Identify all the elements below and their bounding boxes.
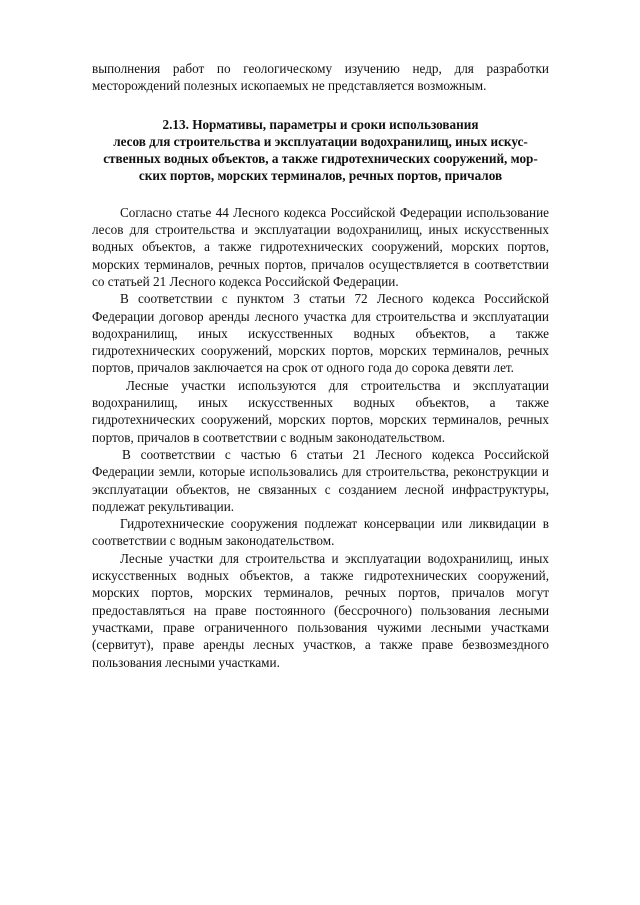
body-paragraph-lease-term: В соответствии с пунктом 3 статьи 72 Лесного кодекса Российской Федерации договор аренды лесного участка для строительства и эксплуатации водохранилищ, иных искусственных водных объектов, а также гидротехнических сооружений, морских портов, морских терминалов, речных портов, причалов заключается на срок от одного года до сорока девяти лет. (92, 291, 549, 376)
intro-paragraph: выполнения работ по геологическому изучению недр, для разработки месторождений полезных ископаемых не представляется возможным. (92, 61, 549, 94)
section-heading (92, 116, 549, 185)
body-paragraph-article-44: Согласно статье 44 Лесного кодекса Российской Федерации использование лесов для строительства и эксплуатации водохранилищ, иных искусственных водных объектов, а также гидротехнических сооружений, морских портов, морских терминалов, речных портов, причалов осуществляется в соответствии со статьей 21 Лесного кодекса Российской Федерации. (92, 204, 549, 289)
body-paragraph-water-law: Лесные участки используются для строительства и эксплуатации водохранилищ, иных искусственных водных объектов, а также гидротехнических сооружений, морских портов, морских терминалов, речных портов, причалов в соответствии с водным законодательством. (92, 377, 549, 445)
body-paragraph-conservation: Гидротехнические сооружения подлежат консервации или ликвидации в соответствии с водным законодательством. (92, 516, 549, 549)
body-paragraph-rights: Лесные участки для строительства и эксплуатации водохранилищ, иных искусственных водных объектов, а также гидротехнических сооружений, морских портов, морских терминалов, речных портов, причалов могут предоставляться на праве постоянного (бессрочного) пользования лесными участками, праве ограниченного пользования чужими лесными участками (сервитут), праве аренды лесных участков, а также праве безвозмездного пользования лесными участками. (92, 550, 549, 670)
section-heading-line: ских портов, морских терминалов, речных портов, причалов (138, 168, 503, 184)
section-heading-line: ственных водных объектов, а также гидротехнических сооружений, мор- (103, 151, 538, 167)
body-paragraph-recultivation: В соответствии с частью 6 статьи 21 Лесного кодекса Российской Федерации земли, которые использовались для строительства, реконструкции и эксплуатации объектов, не связанных с созданием лесной инфраструктуры, подлежат рекультивации. (92, 446, 549, 514)
document-page (92, 60, 549, 671)
section-heading-line: 2.13. Нормативы, параметры и сроки использования (162, 116, 479, 132)
section-heading-line: лесов для строительства и эксплуатации водохранилищ, иных искус- (113, 133, 528, 149)
